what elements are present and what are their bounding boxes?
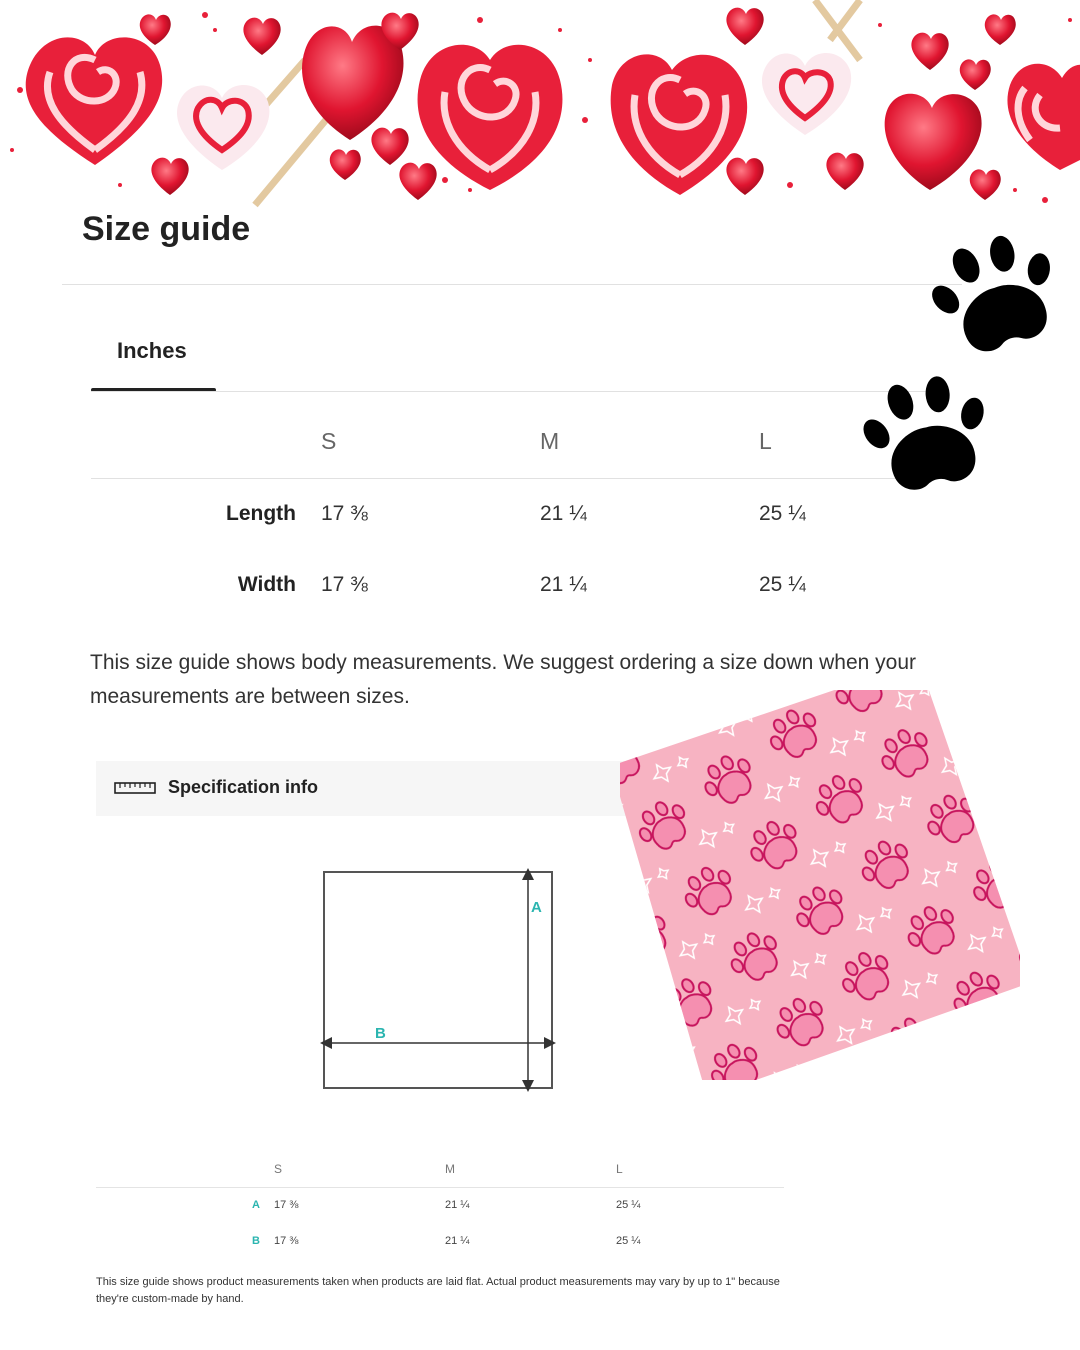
- divider: [91, 478, 951, 479]
- paw-print-icon: [860, 235, 1070, 505]
- diagram-label-a: A: [531, 899, 542, 916]
- table-cell: 21 ¼: [445, 1199, 470, 1211]
- tab-inches[interactable]: Inches: [117, 338, 187, 363]
- size-header-s: S: [321, 428, 337, 454]
- white-heart-candy: [762, 53, 851, 135]
- table-cell: 17 ⅜: [274, 1199, 299, 1211]
- table-cell: 17 ⅜: [321, 573, 368, 596]
- lollipop-decoration: [0, 0, 1080, 215]
- divider: [96, 1187, 784, 1188]
- table-cell: 21 ¼: [540, 502, 587, 525]
- divider: [91, 391, 931, 392]
- red-heart-lollipop: [302, 26, 403, 140]
- product-measurement-note: This size guide shows product measurements taken when products are laid flat. Actual product measurements may vary by up to 1" because they're custom-made by hand.: [96, 1276, 780, 1305]
- size-header-l: L: [616, 1162, 623, 1176]
- white-heart-candy: [177, 85, 269, 170]
- body-measurement-note: This size guide shows body measurements. We suggest ordering a size down when your measurements are between sizes.: [90, 651, 917, 708]
- red-heart-lollipop: [885, 94, 982, 190]
- size-header-l: L: [759, 428, 772, 454]
- table-cell: 21 ¼: [540, 573, 587, 596]
- table-cell: 25 ¼: [759, 502, 806, 525]
- measurement-diagram: [318, 864, 563, 1096]
- table-cell: 25 ¼: [616, 1235, 641, 1247]
- row-label-a: A: [252, 1199, 260, 1211]
- swirl-lollipop: [611, 54, 748, 195]
- ruler-icon: [114, 782, 156, 794]
- table-cell: 25 ¼: [759, 573, 806, 596]
- candy-banner: [0, 0, 1080, 215]
- size-header-s: S: [274, 1162, 283, 1176]
- diagram-label-b: B: [375, 1025, 386, 1042]
- swirl-lollipop: [418, 45, 563, 190]
- table-cell: 17 ⅜: [274, 1235, 299, 1247]
- table-cell: 21 ¼: [445, 1235, 470, 1247]
- row-label-length: Length: [226, 502, 296, 525]
- specification-info-label: Specification info: [168, 777, 319, 797]
- divider: [62, 284, 962, 285]
- swirl-lollipop: [1007, 64, 1080, 170]
- size-header-m: M: [540, 428, 560, 454]
- table-cell: 25 ¼: [616, 1199, 641, 1211]
- swirl-lollipop: [26, 37, 162, 165]
- row-label-b: B: [252, 1235, 260, 1247]
- size-header-m: M: [445, 1162, 455, 1176]
- table-cell: 17 ⅜: [321, 502, 368, 525]
- row-label-width: Width: [237, 573, 296, 596]
- page-title: Size guide: [82, 210, 251, 248]
- bandana-product-image: [620, 690, 1020, 1080]
